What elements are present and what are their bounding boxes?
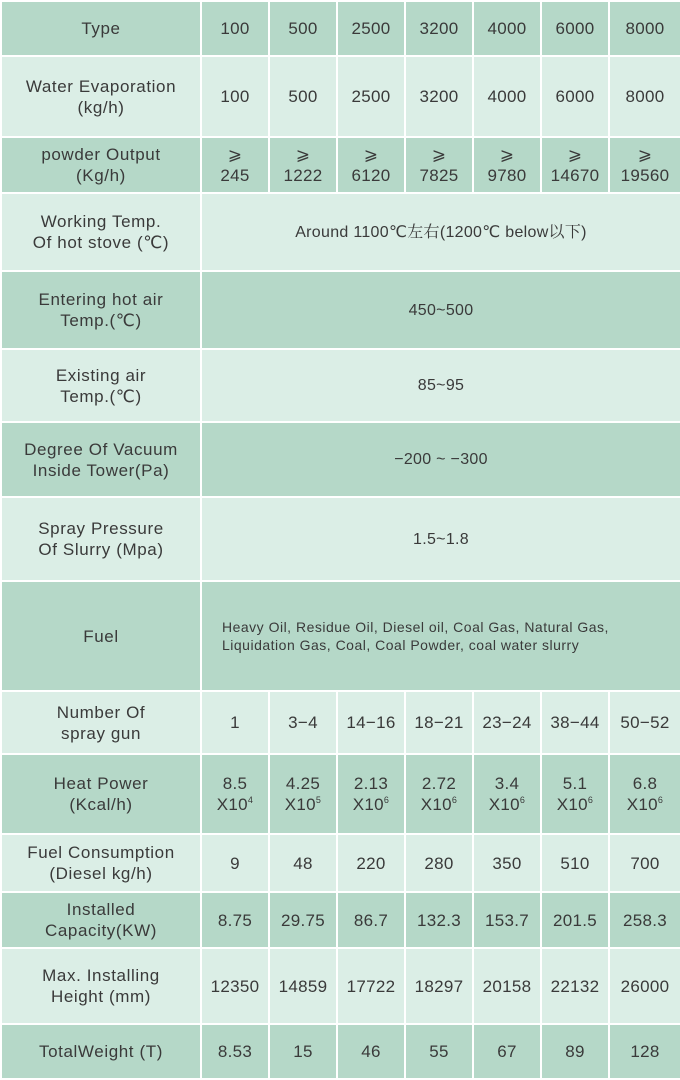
total-weight-cell: 8.53	[201, 1024, 269, 1079]
row-label-entering-air: Entering hot air Temp.(℃)	[1, 271, 201, 349]
row-working-temp	[1, 193, 680, 271]
powder-output-cell: ⩾ 9780	[473, 137, 541, 193]
spray-gun-cell: 1	[201, 691, 269, 754]
type-cell: 6000	[541, 1, 609, 56]
powder-output-cell: ⩾ 245	[201, 137, 269, 193]
type-cell: 3200	[405, 1, 473, 56]
total-weight-cell: 89	[541, 1024, 609, 1079]
installing-height-cell: 18297	[405, 948, 473, 1024]
fuel-consumption-cell: 48	[269, 834, 337, 892]
row-fuel-consumption	[1, 834, 680, 892]
vacuum-value: −200 ~ −300	[201, 422, 680, 497]
installing-height-cell: 17722	[337, 948, 405, 1024]
row-label-working-temp: Working Temp. Of hot stove (℃)	[1, 193, 201, 271]
heat-power-cell: 6.8 $X10^6$	[609, 754, 680, 834]
installed-capacity-cell: 8.75	[201, 892, 269, 948]
spray-gun-cell: 23−24	[473, 691, 541, 754]
heat-power-cell: 3.4 $X10^6$	[473, 754, 541, 834]
total-weight-cell: 46	[337, 1024, 405, 1079]
row-label-water-evaporation: Water Evaporation (kg/h)	[1, 56, 201, 137]
row-vacuum	[1, 422, 680, 497]
evaporation-cell: 2500	[337, 56, 405, 137]
row-label-fuel-consumption: Fuel Consumption (Diesel kg/h)	[1, 834, 201, 892]
type-cell: 4000	[473, 1, 541, 56]
row-label-installing-height: Max. Installing Height (mm)	[1, 948, 201, 1024]
row-label-total-weight: TotalWeight (T)	[1, 1024, 201, 1079]
spray-gun-cell: 18−21	[405, 691, 473, 754]
row-existing-air	[1, 349, 680, 422]
row-powder-output	[1, 137, 680, 193]
installed-capacity-cell: 201.5	[541, 892, 609, 948]
type-cell: 100	[201, 1, 269, 56]
installed-capacity-cell: 258.3	[609, 892, 680, 948]
row-entering-air	[1, 271, 680, 349]
fuel-consumption-cell: 280	[405, 834, 473, 892]
powder-output-cell: ⩾ 1222	[269, 137, 337, 193]
row-fuel	[1, 581, 680, 691]
heat-power-cell: 2.72 $X10^6$	[405, 754, 473, 834]
spray-gun-cell: 14−16	[337, 691, 405, 754]
row-spray-gun	[1, 691, 680, 754]
row-installed-capacity	[1, 892, 680, 948]
installing-height-cell: 26000	[609, 948, 680, 1024]
total-weight-cell: 128	[609, 1024, 680, 1079]
existing-air-value: 85~95	[201, 349, 680, 422]
installing-height-cell: 12350	[201, 948, 269, 1024]
installed-capacity-cell: 153.7	[473, 892, 541, 948]
row-label-fuel: Fuel	[1, 581, 201, 691]
heat-power-cell: 5.1 $X10^6$	[541, 754, 609, 834]
evaporation-cell: 6000	[541, 56, 609, 137]
installing-height-cell: 20158	[473, 948, 541, 1024]
total-weight-cell: 15	[269, 1024, 337, 1079]
evaporation-cell: 100	[201, 56, 269, 137]
spray-gun-cell: 3−4	[269, 691, 337, 754]
fuel-consumption-cell: 700	[609, 834, 680, 892]
row-label-installed-capacity: Installed Capacity(KW)	[1, 892, 201, 948]
heat-power-cell: 8.5 $X10^4$	[201, 754, 269, 834]
evaporation-cell: 8000	[609, 56, 680, 137]
row-label-heat-power: Heat Power (Kcal/h)	[1, 754, 201, 834]
total-weight-cell: 55	[405, 1024, 473, 1079]
installed-capacity-cell: 132.3	[405, 892, 473, 948]
row-label-type: Type	[1, 1, 201, 56]
spray-pressure-value: 1.5~1.8	[201, 497, 680, 581]
heat-power-cell: 2.13 $X10^6$	[337, 754, 405, 834]
row-type	[1, 1, 680, 56]
powder-output-cell: ⩾ 19560	[609, 137, 680, 193]
row-label-vacuum: Degree Of Vacuum Inside Tower(Pa)	[1, 422, 201, 497]
fuel-consumption-cell: 220	[337, 834, 405, 892]
working-temp-value: Around 1100℃左右(1200℃ below以下)	[201, 193, 680, 271]
row-label-spray-gun: Number Of spray gun	[1, 691, 201, 754]
type-cell: 8000	[609, 1, 680, 56]
row-water-evaporation	[1, 56, 680, 137]
installed-capacity-cell: 29.75	[269, 892, 337, 948]
row-heat-power	[1, 754, 680, 834]
installing-height-cell: 14859	[269, 948, 337, 1024]
row-label-existing-air: Existing air Temp.(℃)	[1, 349, 201, 422]
evaporation-cell: 3200	[405, 56, 473, 137]
fuel-consumption-cell: 350	[473, 834, 541, 892]
row-installing-height	[1, 948, 680, 1024]
row-label-powder-output: powder Output (Kg/h)	[1, 137, 201, 193]
type-cell: 500	[269, 1, 337, 56]
spray-gun-cell: 50−52	[609, 691, 680, 754]
fuel-value: Heavy Oil, Residue Oil, Diesel oil, Coal Gas, Natural Gas, Liquidation Gas, Coal, Coal Powder, coal water slurry	[201, 581, 680, 691]
evaporation-cell: 4000	[473, 56, 541, 137]
row-spray-pressure	[1, 497, 680, 581]
installing-height-cell: 22132	[541, 948, 609, 1024]
powder-output-cell: ⩾ 14670	[541, 137, 609, 193]
fuel-consumption-cell: 510	[541, 834, 609, 892]
evaporation-cell: 500	[269, 56, 337, 137]
type-cell: 2500	[337, 1, 405, 56]
row-label-spray-pressure: Spray Pressure Of Slurry (Mpa)	[1, 497, 201, 581]
spray-gun-cell: 38−44	[541, 691, 609, 754]
row-total-weight	[1, 1024, 680, 1079]
heat-power-cell: 4.25 $X10^5$	[269, 754, 337, 834]
powder-output-cell: ⩾ 7825	[405, 137, 473, 193]
total-weight-cell: 67	[473, 1024, 541, 1079]
fuel-consumption-cell: 9	[201, 834, 269, 892]
entering-air-value: 450~500	[201, 271, 680, 349]
installed-capacity-cell: 86.7	[337, 892, 405, 948]
powder-output-cell: ⩾ 6120	[337, 137, 405, 193]
